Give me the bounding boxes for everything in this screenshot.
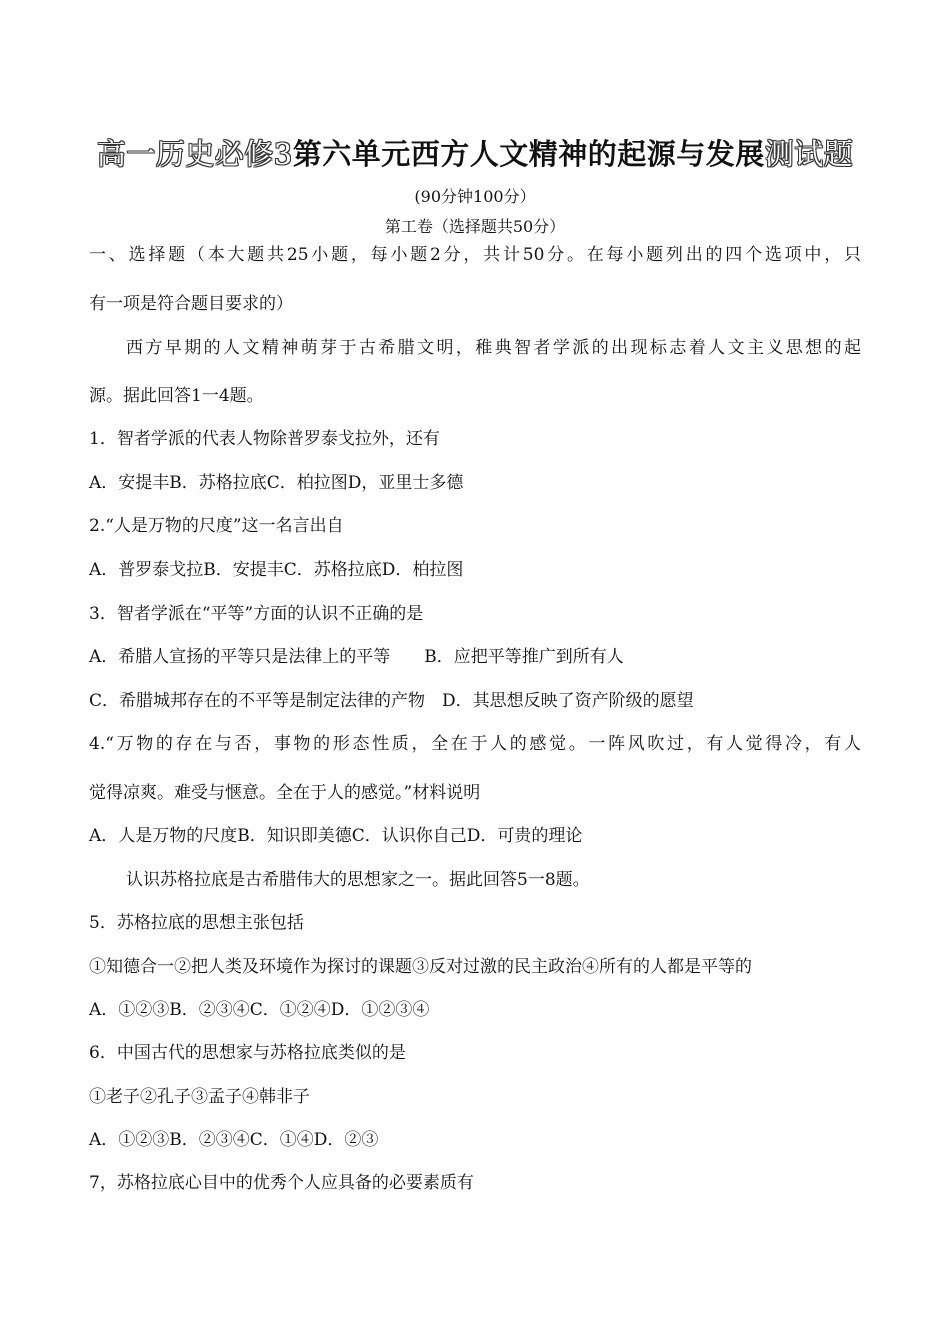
- section-instructions-line1: 一、选择题（本大题共25小题，每小题2分，共计50分。在每小题列出的四个选项中，只: [89, 245, 861, 265]
- part1-header: 第工卷（选择题共50分）: [384, 217, 566, 236]
- title-course: 高一历史必修3: [96, 137, 293, 171]
- document-title: [0, 134, 950, 174]
- question-6-items: ①老子②孔子③孟子④韩非子: [89, 1087, 310, 1107]
- context-socrates: 认识苏格拉底是古希腊伟大的思想家之一。据此回答5一8题。: [126, 870, 590, 890]
- question-3-options-ab: A．希腊人宣扬的平等只是法律上的平等 B．应把平等推广到所有人: [89, 647, 624, 667]
- context-paragraph-line2: 源。据此回答1一4题。: [89, 386, 264, 406]
- time-score-note: (90分钟100分）: [414, 187, 536, 206]
- question-3-options-cd: C．希腊城邦存在的不平等是制定法律的产物 D．其思想反映了资产阶级的愿望: [89, 691, 694, 711]
- title-unit: 第六单元西方人文精神的起源与发展: [292, 137, 765, 171]
- question-1: 1．智者学派的代表人物除普罗泰戈拉外，还有: [89, 429, 440, 449]
- question-4-line1: 4.“万物的存在与否，事物的形态性质，全在于人的感觉。一阵风吹过，有人觉得冷，有人: [89, 734, 861, 754]
- question-1-options: A．安提丰B．苏格拉底C．柏拉图D，亚里士多德: [89, 473, 464, 493]
- question-6: 6．中国古代的思想家与苏格拉底类似的是: [89, 1043, 406, 1063]
- question-5: 5．苏格拉底的思想主张包括: [89, 913, 304, 933]
- question-2: 2.“人是万物的尺度”这一名言出自: [89, 516, 344, 536]
- question-4-line2: 觉得凉爽。难受与惬意。全在于人的感觉。”材料说明: [89, 783, 481, 803]
- question-5-items: ①知德合一②把人类及环境作为探讨的课题③反对过激的民主政治④所有的人都是平等的: [89, 957, 752, 977]
- title-suffix: 测试题: [764, 137, 854, 171]
- question-3: 3．智者学派在“平等”方面的认识不正确的是: [89, 604, 424, 624]
- question-6-options: A．①②③B．②③④C．①④D．②③: [89, 1130, 379, 1150]
- question-2-options: A．普罗泰戈拉B．安提丰C．苏格拉底D．柏拉图: [89, 560, 464, 580]
- question-4-options: A．人是万物的尺度B．知识即美德C．认识你自己D．可贵的理论: [89, 826, 583, 846]
- section-instructions-line2: 有一项是符合题目要求的）: [89, 294, 293, 314]
- question-7: 7，苏格拉底心目中的优秀个人应具备的必要素质有: [89, 1173, 474, 1193]
- question-5-options: A．①②③B．②③④C．①②④D．①②③④: [89, 1000, 430, 1020]
- context-paragraph-line1: 西方早期的人文精神萌芽于古希腊文明，稚典智者学派的出现标志着人文主义思想的起: [126, 338, 861, 358]
